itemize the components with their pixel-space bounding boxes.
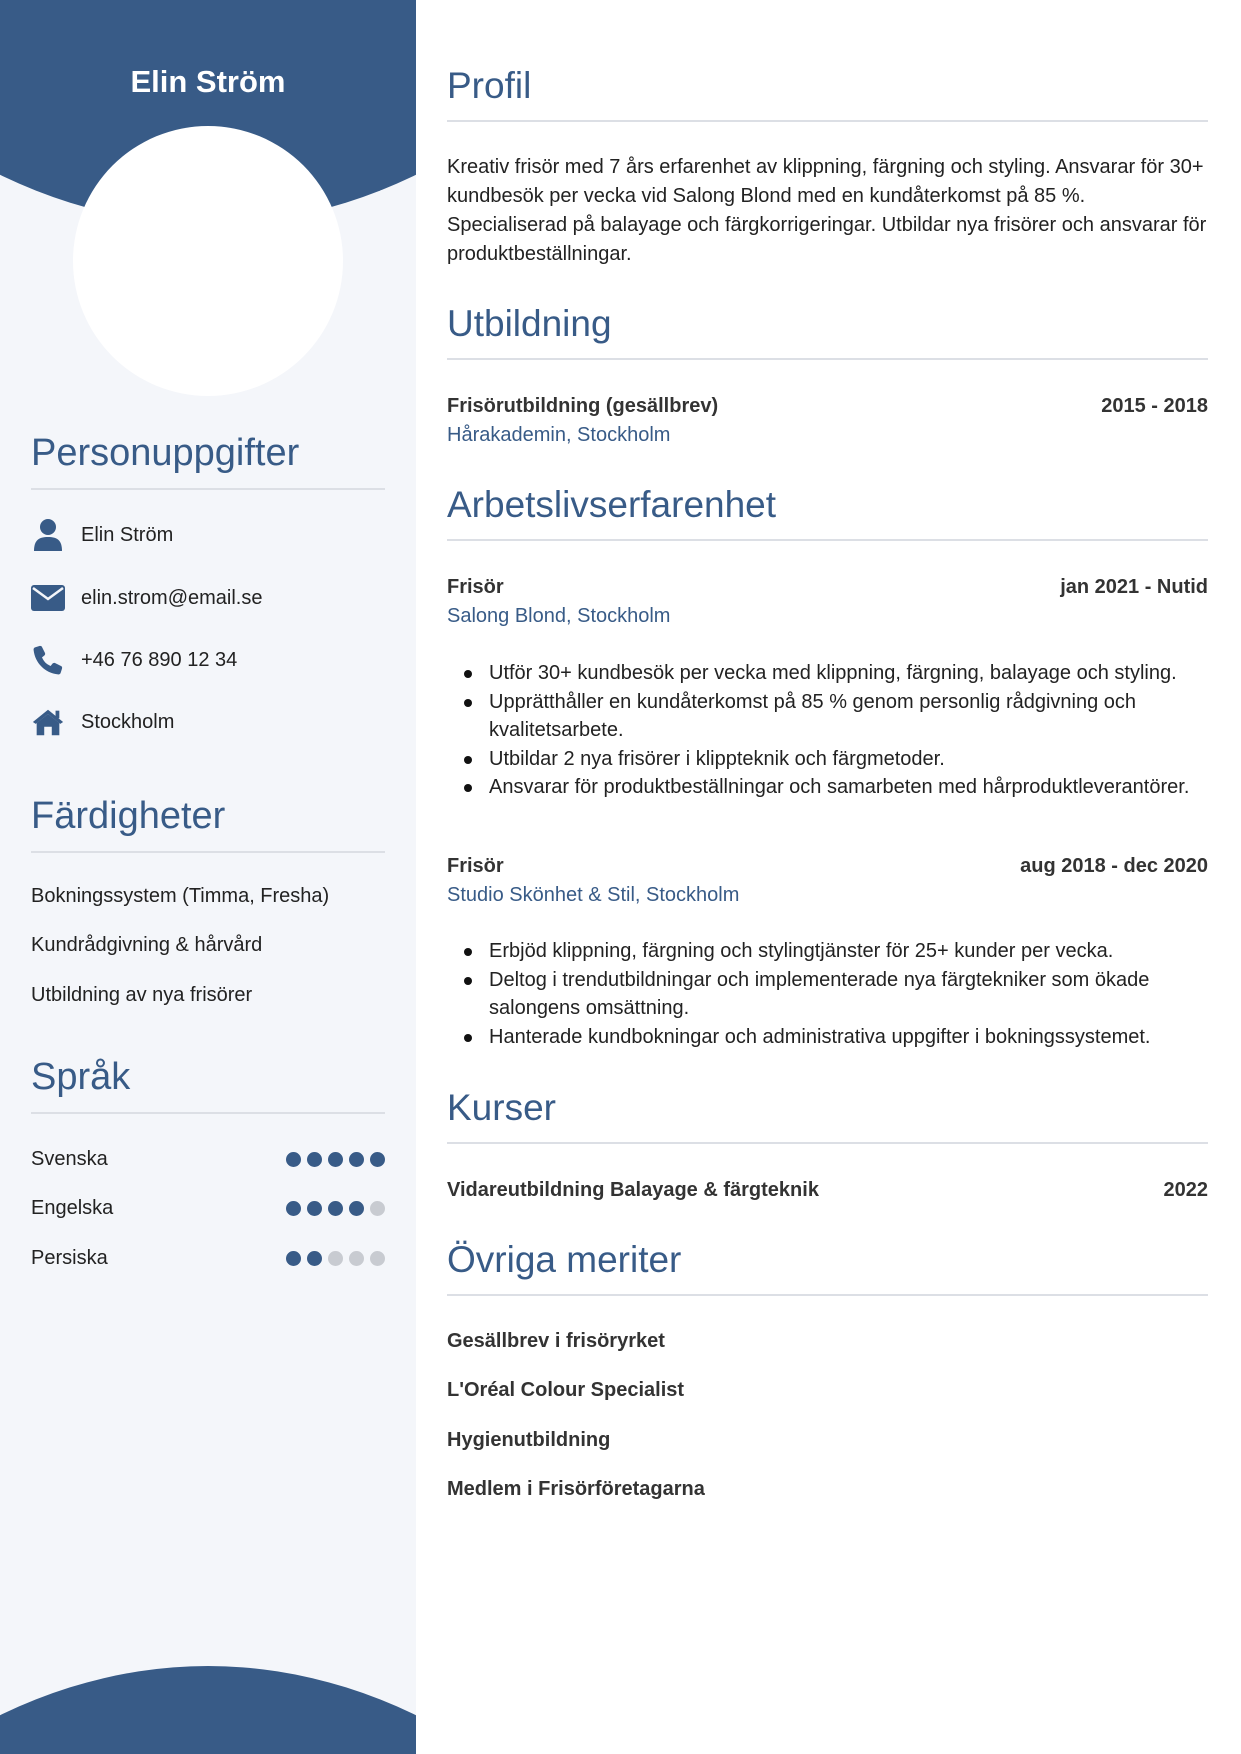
- language-name: Svenska: [31, 1147, 108, 1170]
- language-level-dots: [280, 1251, 385, 1266]
- merit-item: Hygienutbildning: [447, 1429, 611, 1451]
- language-level-dots: [280, 1201, 385, 1216]
- sidebar: [0, 0, 416, 1754]
- job-date: aug 2018 - dec 2020: [1020, 855, 1208, 877]
- education-title: Frisörutbildning (gesällbrev): [447, 395, 719, 417]
- profile-heading: Profil: [447, 64, 1208, 122]
- footer-arc: [0, 1666, 416, 1754]
- job-title: Frisör: [447, 576, 504, 598]
- profile-text: Kreativ frisör med 7 års erfarenhet av klippning, färgning och styling. Ansvarar för 30+ kundbesök per vecka vid Salong Blond med en kundåterkomst på 85 %. Specialiserad på balayage och färgkorrigeringar. Utbildar nya frisörer och ansvarar för produktbeställningar.: [447, 156, 1207, 265]
- job-bullet: Upprätthåller en kundåterkomst på 85 % genom personlig rådgivning och kvalitetsarbete.: [447, 688, 1208, 745]
- avatar: [73, 126, 343, 396]
- job-bullet: Utför 30+ kundbesök per vecka med klippning, färgning, balayage och styling.: [447, 659, 1208, 688]
- level-dot-filled: [286, 1251, 301, 1266]
- level-dot-empty: [349, 1251, 364, 1266]
- contact-phone[interactable]: +46 76 890 12 34: [81, 648, 238, 671]
- level-dot-filled: [286, 1152, 301, 1167]
- level-dot-filled: [328, 1152, 343, 1167]
- merit-item: L'Oréal Colour Specialist: [447, 1379, 685, 1401]
- education-heading: Utbildning: [447, 302, 1208, 360]
- language-row: [31, 1196, 385, 1220]
- level-dot-filled: [328, 1201, 343, 1216]
- courses-heading: Kurser: [447, 1086, 1208, 1144]
- language-level-dots: [280, 1152, 385, 1167]
- level-dot-filled: [307, 1152, 322, 1167]
- home-icon: [31, 705, 65, 739]
- language-name: Persiska: [31, 1246, 108, 1269]
- level-dot-filled: [307, 1201, 322, 1216]
- level-dot-filled: [370, 1152, 385, 1167]
- skill-item: Utbildning av nya frisörer: [31, 984, 253, 1006]
- level-dot-empty: [370, 1201, 385, 1216]
- level-dot-filled: [307, 1251, 322, 1266]
- contact-city: Stockholm: [81, 710, 175, 733]
- envelope-icon: [31, 581, 65, 615]
- level-dot-filled: [286, 1201, 301, 1216]
- merit-item: Medlem i Frisörföretagarna: [447, 1478, 705, 1500]
- course-date: 2022: [1163, 1179, 1208, 1201]
- job-bullet: Ansvarar för produktbeställningar och samarbeten med hårproduktleverantörer.: [447, 773, 1208, 802]
- job-bullets: [447, 659, 1208, 802]
- skill-item: Bokningssystem (Timma, Fresha): [31, 885, 330, 907]
- level-dot-filled: [349, 1152, 364, 1167]
- phone-icon: [31, 643, 65, 677]
- language-row: [31, 1147, 385, 1171]
- level-dot-filled: [349, 1201, 364, 1216]
- job-bullet: Deltog i trendutbildningar och implementerade nya färgtekniker som ökade salongens omsättning.: [447, 966, 1208, 1023]
- contact-email[interactable]: elin.strom@email.se: [81, 586, 263, 609]
- languages-heading: Språk: [31, 1054, 385, 1114]
- personal-heading: Personuppgifter: [31, 430, 385, 490]
- other-merits-heading: Övriga meriter: [447, 1238, 1208, 1296]
- contact-city-row: [31, 704, 174, 740]
- job-employer: Salong Blond, Stockholm: [447, 605, 671, 627]
- education-school: Hårakademin, Stockholm: [447, 424, 671, 446]
- job-bullet: Hanterade kundbokningar och administrativa uppgifter i bokningssystemet.: [447, 1023, 1208, 1052]
- merit-item: Gesällbrev i frisöryrket: [447, 1330, 665, 1352]
- contact-email-row: [31, 580, 262, 616]
- language-name: Engelska: [31, 1196, 114, 1219]
- course-title: Vidareutbildning Balayage & färgteknik: [447, 1179, 819, 1201]
- skills-heading: Färdigheter: [31, 793, 385, 853]
- contact-phone-row: [31, 642, 237, 678]
- main-content: [447, 0, 1208, 1754]
- experience-heading: Arbetslivserfarenhet: [447, 483, 1208, 541]
- language-row: [31, 1246, 385, 1270]
- job-title: Frisör: [447, 855, 504, 877]
- level-dot-empty: [370, 1251, 385, 1266]
- job-bullets: [447, 937, 1208, 1051]
- contact-name: Elin Ström: [81, 523, 174, 546]
- skill-item: Kundrådgivning & hårvård: [31, 934, 263, 956]
- job-date: jan 2021 - Nutid: [1060, 576, 1208, 598]
- job-employer: Studio Skönhet & Stil, Stockholm: [447, 884, 740, 906]
- education-date: 2015 - 2018: [1101, 395, 1208, 417]
- candidate-name: Elin Ström: [130, 64, 286, 99]
- job-bullet: Erbjöd klippning, färgning och stylingtjänster för 25+ kunder per vecka.: [447, 937, 1208, 966]
- job-bullet: Utbildar 2 nya frisörer i klippteknik och färgmetoder.: [447, 745, 1208, 774]
- contact-name-row: [31, 517, 173, 553]
- user-icon: [31, 518, 65, 552]
- level-dot-empty: [328, 1251, 343, 1266]
